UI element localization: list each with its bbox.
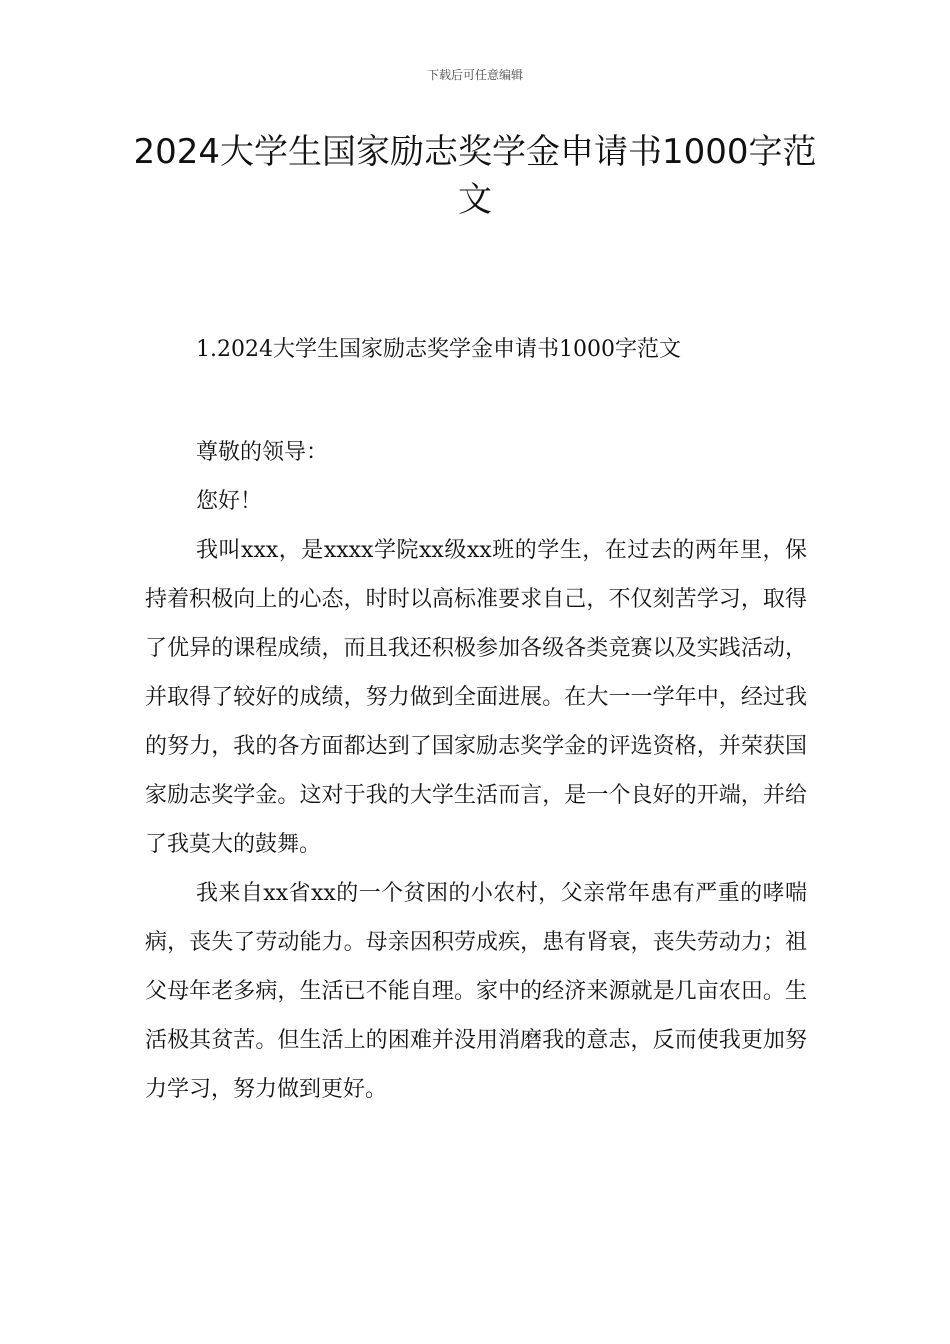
letter-body: [145, 428, 807, 1114]
paragraph-1: 我叫xxx，是xxxx学院xx级xx班的学生，在过去的两年里，保持着积极向上的心态，时时以高标准要求自己，不仅刻苦学习，取得了优异的课程成绩，而且我还积极参加各级各类竞赛以及实践活动，并取得了较好的成绩，努力做到全面进展。在大一一学年中，经过我的努力，我的各方面都达到了国家励志奖学金的评选资格，并荣获国家励志奖学金。这对于我的大学生活而言，是一个良好的开端，并给了我莫大的鼓舞。: [145, 538, 807, 857]
salutation: 尊敬的领导：: [196, 440, 329, 465]
section-heading: 1.2024大学生国家励志奖学金申请书1000字范文: [196, 337, 681, 362]
document-title: 2024大学生国家励志奖学金申请书1000字范文: [133, 132, 817, 220]
header-note: 下载后可任意编辑: [426, 68, 523, 82]
paragraph-2: 我来自xx省xx的一个贫困的小农村，父亲常年患有严重的哮喘病，丧失了劳动能力。母亲因积劳成疾，患有肾衰，丧失劳动力；祖父母年老多病，生活已不能自理。家中的经济来源就是几亩农田。生活极其贫苦。但生活上的困难并没用消磨我的意志，反而使我更加努力学习，努力做到更好。: [145, 881, 807, 1102]
greeting: 您好！: [196, 489, 263, 514]
